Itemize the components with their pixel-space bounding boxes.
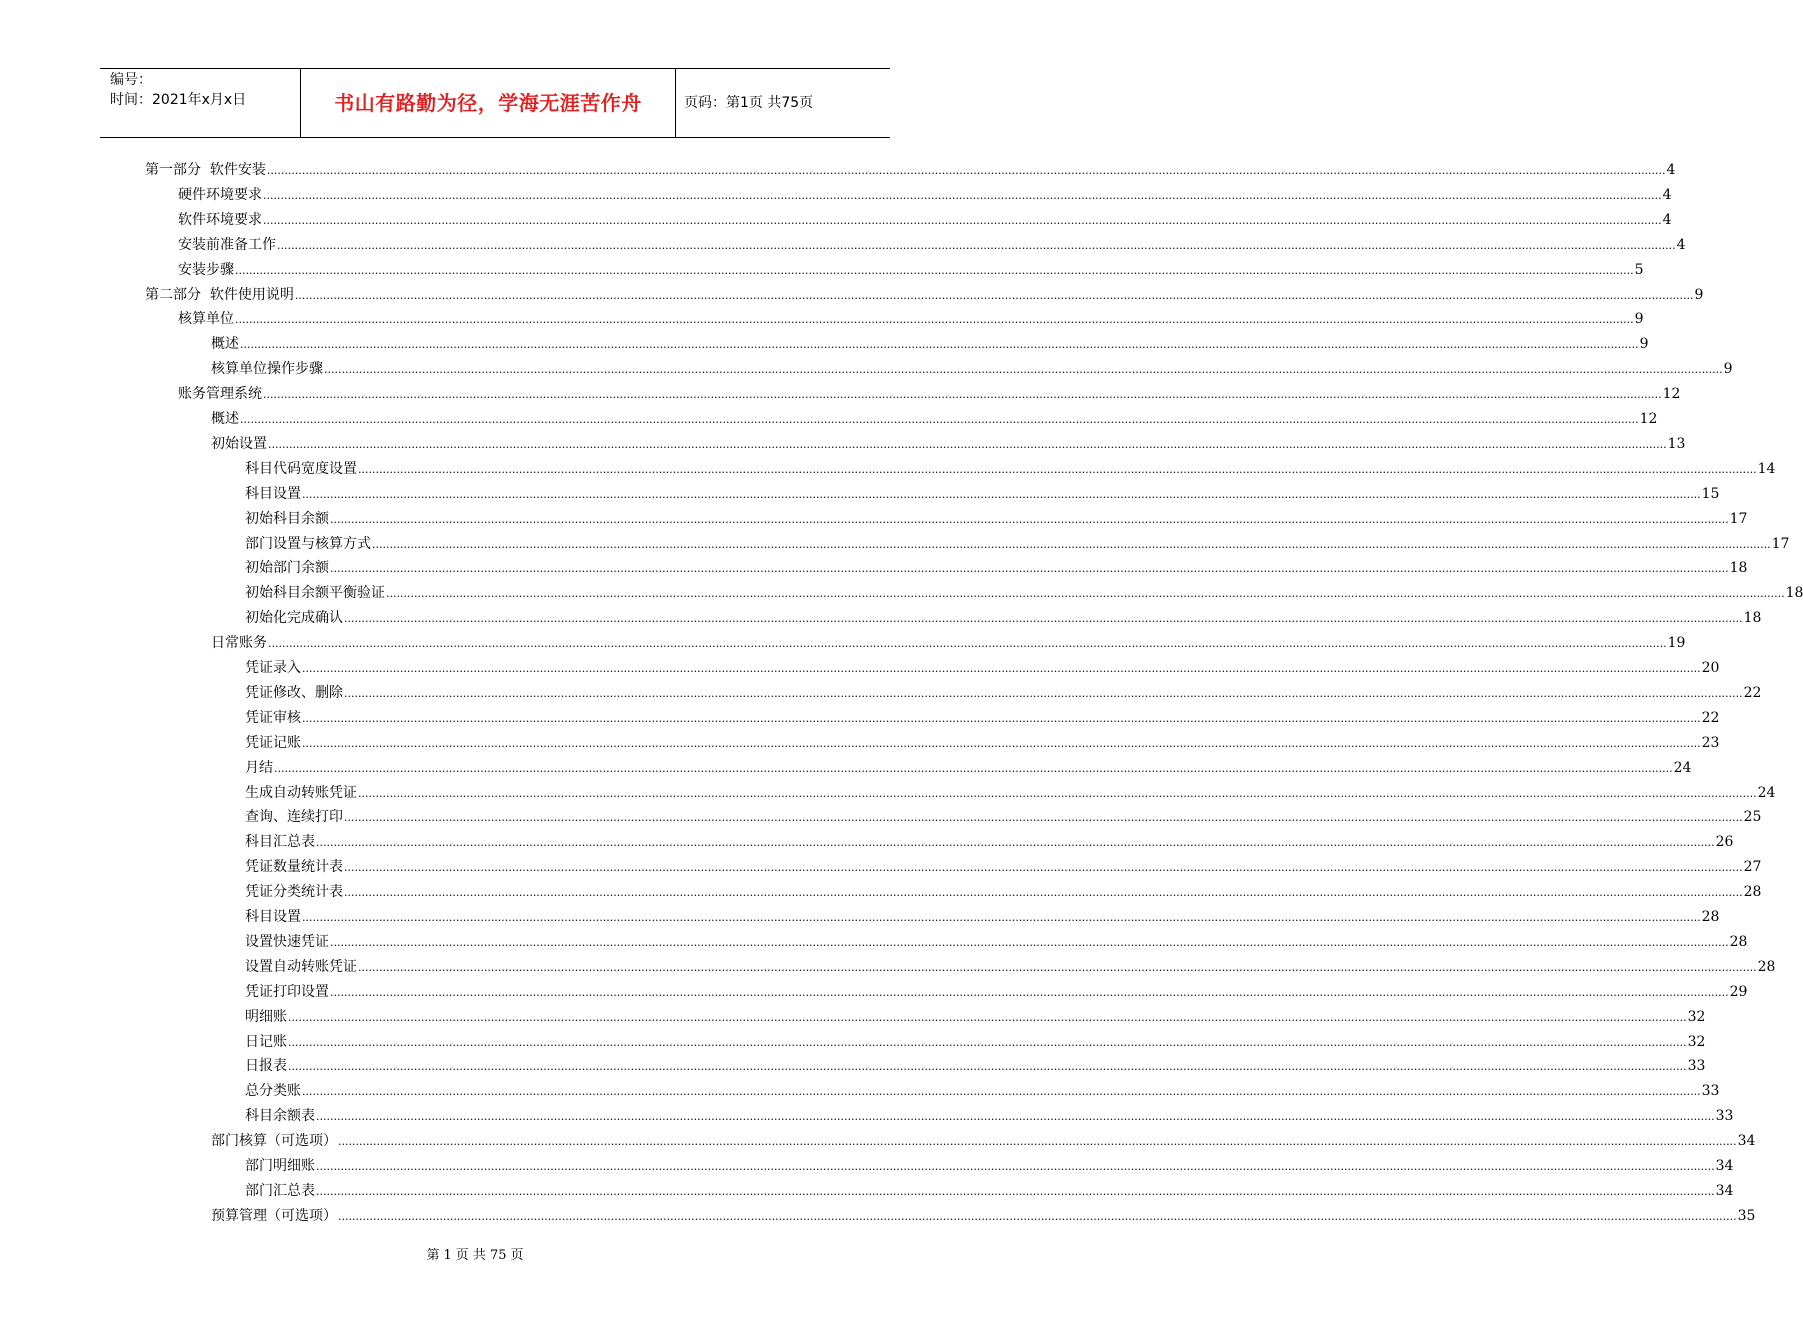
toc-entry[interactable] xyxy=(245,830,1734,854)
toc-entry-page: 18 xyxy=(1785,585,1803,602)
toc-entry-page: 9 xyxy=(1694,286,1704,303)
toc-entry-page: 9 xyxy=(1639,336,1649,353)
toc-entry[interactable] xyxy=(245,1179,1734,1203)
toc-dot-leader: ................................................................................................................................................................................................................................................................................................................................................................................................................ xyxy=(288,1035,1687,1049)
toc-entry-title: 日报表 xyxy=(245,1058,287,1075)
toc-entry[interactable] xyxy=(245,1104,1734,1128)
toc-entry-page: 18 xyxy=(1743,610,1762,627)
toc-entry-title: 凭证修改、删除 xyxy=(245,684,343,701)
page-footer xyxy=(0,1246,950,1266)
toc-entry-page: 23 xyxy=(1701,734,1720,751)
toc-entry-page: 26 xyxy=(1715,834,1734,851)
toc-dot-leader: ................................................................................................................................................................................................................................................................................................................................................................................................................ xyxy=(358,462,1757,476)
toc-entry-title: 初始部门余额 xyxy=(245,560,329,577)
toc-entry-page: 24 xyxy=(1757,784,1776,801)
toc-entry[interactable] xyxy=(245,955,1776,979)
toc-dot-leader: ................................................................................................................................................................................................................................................................................................................................................................................................................ xyxy=(344,861,1743,875)
toc-dot-leader: ................................................................................................................................................................................................................................................................................................................................................................................................................ xyxy=(302,736,1701,750)
toc-entry-title: 月结 xyxy=(245,759,273,776)
toc-entry[interactable] xyxy=(178,382,1681,406)
toc-entry-title: 初始科目余额 xyxy=(245,510,329,527)
toc-entry-page: 17 xyxy=(1771,535,1790,552)
toc-entry[interactable] xyxy=(245,1054,1706,1078)
toc-entry[interactable] xyxy=(245,532,1790,556)
toc-entry-title: 软件环境要求 xyxy=(178,211,262,228)
toc-entry-title: 科目余额表 xyxy=(245,1108,315,1125)
toc-entry[interactable] xyxy=(211,631,1686,655)
toc-entry-page: 34 xyxy=(1715,1182,1734,1199)
footer-total-pages: 75 xyxy=(489,1248,507,1263)
toc-entry[interactable] xyxy=(245,1079,1720,1103)
toc-entry[interactable] xyxy=(245,731,1720,755)
toc-dot-leader: ................................................................................................................................................................................................................................................................................................................................................................................................................ xyxy=(274,761,1673,775)
toc-dot-leader: ................................................................................................................................................................................................................................................................................................................................................................................................................ xyxy=(268,637,1667,651)
toc-entry-page: 20 xyxy=(1701,660,1720,676)
toc-entry-title: 核算单位操作步骤 xyxy=(211,361,323,378)
toc-entry-page: 29 xyxy=(1729,983,1748,1000)
toc-entry-title: 生成自动转账凭证 xyxy=(245,784,357,801)
toc-entry-page: 4 xyxy=(1666,162,1676,178)
toc-dot-leader: ................................................................................................................................................................................................................................................................................................................................................................................................................ xyxy=(302,711,1701,725)
toc-dot-leader: ................................................................................................................................................................................................................................................................................................................................................................................................................ xyxy=(263,388,1662,402)
toc-dot-leader: ................................................................................................................................................................................................................................................................................................................................................................................................................ xyxy=(266,164,1666,177)
toc-dot-leader: ................................................................................................................................................................................................................................................................................................................................................................................................................ xyxy=(316,836,1715,850)
toc-dot-leader: ................................................................................................................................................................................................................................................................................................................................................................................................................ xyxy=(240,338,1639,352)
toc-entry-title: 凭证记账 xyxy=(245,734,301,751)
toc-entry-page: 19 xyxy=(1667,635,1686,652)
toc-entry[interactable] xyxy=(245,880,1762,904)
toc-entry-title: 核算单位 xyxy=(178,311,234,328)
toc-entry[interactable] xyxy=(245,681,1762,705)
toc-entry[interactable] xyxy=(245,855,1762,879)
toc-entry-title: 概述 xyxy=(211,336,239,353)
toc-entry[interactable] xyxy=(178,258,1644,282)
toc-entry[interactable] xyxy=(178,183,1672,207)
toc-entry-title: 科目设置 xyxy=(245,909,301,925)
toc-entry-title: 概述 xyxy=(211,411,239,427)
header-motto: 书山有路勤为径，学海无涯苦作舟 xyxy=(334,91,642,115)
toc-entry[interactable] xyxy=(145,283,1704,307)
toc-entry[interactable] xyxy=(145,158,1676,182)
toc-entry-title: 第一部分 软件安装 xyxy=(145,162,266,178)
toc-entry[interactable] xyxy=(245,1154,1734,1178)
header-meta xyxy=(100,69,301,137)
toc-entry[interactable] xyxy=(211,432,1686,456)
toc-entry-page: 4 xyxy=(1662,211,1672,228)
toc-dot-leader: ................................................................................................................................................................................................................................................................................................................................................................................................................ xyxy=(294,288,1694,302)
toc-dot-leader: ................................................................................................................................................................................................................................................................................................................................................................................................................ xyxy=(330,935,1729,949)
toc-dot-leader: ................................................................................................................................................................................................................................................................................................................................................................................................................ xyxy=(288,1010,1687,1024)
toc-entry-title: 凭证打印设置 xyxy=(245,983,329,1000)
toc-dot-leader: ................................................................................................................................................................................................................................................................................................................................................................................................................ xyxy=(358,786,1757,800)
toc-entry-title: 第二部分 软件使用说明 xyxy=(145,286,294,303)
toc-entry-title: 凭证审核 xyxy=(245,709,301,726)
toc-dot-leader: ................................................................................................................................................................................................................................................................................................................................................................................................................ xyxy=(344,811,1743,825)
toc-entry-page: 24 xyxy=(1673,759,1692,776)
toc-entry[interactable] xyxy=(178,307,1644,331)
toc-entry[interactable] xyxy=(245,556,1748,580)
toc-entry-page: 28 xyxy=(1757,958,1776,975)
toc-dot-leader: ................................................................................................................................................................................................................................................................................................................................................................................................................ xyxy=(277,238,1676,252)
toc-entry-page: 22 xyxy=(1743,684,1762,701)
toc-entry[interactable] xyxy=(211,1129,1756,1153)
toc-entry-title: 初始化完成确认 xyxy=(245,610,343,627)
toc-entry[interactable] xyxy=(245,930,1748,954)
toc-entry[interactable] xyxy=(245,781,1776,805)
toc-dot-leader: ................................................................................................................................................................................................................................................................................................................................................................................................................ xyxy=(302,911,1701,924)
header-motto-cell xyxy=(301,69,676,137)
toc-entry-page: 32 xyxy=(1687,1033,1706,1050)
toc-dot-leader: ................................................................................................................................................................................................................................................................................................................................................................................................................ xyxy=(302,662,1701,675)
toc-entry-title: 部门设置与核算方式 xyxy=(245,535,371,552)
toc-entry-page: 28 xyxy=(1743,884,1762,901)
toc-entry-title: 日常账务 xyxy=(211,635,267,652)
toc-entry-title: 科目设置 xyxy=(245,485,301,502)
footer-middle: 页 共 xyxy=(455,1248,486,1263)
toc-entry[interactable] xyxy=(245,507,1748,531)
toc-entry-title: 设置快速凭证 xyxy=(245,933,329,950)
toc-entry[interactable] xyxy=(211,357,1733,381)
toc-entry-page: 13 xyxy=(1667,435,1686,452)
toc-entry-title: 部门明细账 xyxy=(245,1158,315,1174)
toc-entry-title: 日记账 xyxy=(245,1033,287,1050)
toc-entry-page: 28 xyxy=(1701,909,1720,925)
toc-dot-leader: ................................................................................................................................................................................................................................................................................................................................................................................................................ xyxy=(338,1135,1737,1149)
toc-entry[interactable] xyxy=(245,581,1803,605)
toc-entry-title: 凭证数量统计表 xyxy=(245,859,343,876)
toc-entry[interactable] xyxy=(178,233,1686,257)
toc-entry[interactable] xyxy=(211,1204,1756,1228)
toc-dot-leader: ................................................................................................................................................................................................................................................................................................................................................................................................................ xyxy=(316,1184,1715,1198)
toc-entry[interactable] xyxy=(245,905,1720,929)
toc-entry[interactable] xyxy=(245,1005,1706,1029)
toc-entry-page: 9 xyxy=(1634,311,1644,328)
toc-entry-page: 27 xyxy=(1743,859,1762,876)
toc-dot-leader: ................................................................................................................................................................................................................................................................................................................................................................................................................ xyxy=(240,413,1639,426)
toc-entry-page: 12 xyxy=(1639,411,1658,427)
toc-entry-page: 35 xyxy=(1737,1207,1756,1224)
toc-dot-leader: ................................................................................................................................................................................................................................................................................................................................................................................................................ xyxy=(330,512,1729,526)
toc-entry-page: 9 xyxy=(1723,361,1733,378)
toc-dot-leader: ................................................................................................................................................................................................................................................................................................................................................................................................................ xyxy=(302,1085,1701,1099)
toc-entry-page: 34 xyxy=(1737,1133,1756,1150)
toc-entry-title: 查询、连续打印 xyxy=(245,809,343,826)
toc-entry-title: 科目代码宽度设置 xyxy=(245,460,357,477)
toc-dot-leader: ................................................................................................................................................................................................................................................................................................................................................................................................................ xyxy=(372,537,1771,551)
toc-entry[interactable] xyxy=(211,332,1649,356)
toc-dot-leader: ................................................................................................................................................................................................................................................................................................................................................................................................................ xyxy=(302,487,1701,501)
toc-dot-leader: ................................................................................................................................................................................................................................................................................................................................................................................................................ xyxy=(330,985,1729,999)
document-time-label: 时间：2021年x月x日 xyxy=(110,92,247,108)
footer-prefix: 第 xyxy=(426,1248,440,1263)
toc-entry-title: 明细账 xyxy=(245,1008,287,1025)
toc-entry-page: 5 xyxy=(1634,261,1644,278)
toc-entry-page: 15 xyxy=(1701,485,1720,502)
toc-entry-title: 账务管理系统 xyxy=(178,386,262,403)
toc-dot-leader: ................................................................................................................................................................................................................................................................................................................................................................................................................ xyxy=(344,886,1743,900)
toc-dot-leader: ................................................................................................................................................................................................................................................................................................................................................................................................................ xyxy=(358,960,1757,974)
toc-entry-page: 22 xyxy=(1701,709,1720,726)
toc-entry-page: 33 xyxy=(1701,1083,1720,1100)
toc-entry-title: 部门核算（可选项） xyxy=(211,1133,337,1150)
toc-entry-title: 初始科目余额平衡验证 xyxy=(245,585,385,602)
header-page-cell xyxy=(676,69,890,137)
toc-dot-leader: ................................................................................................................................................................................................................................................................................................................................................................................................................ xyxy=(344,612,1743,626)
toc-entry[interactable] xyxy=(245,706,1720,730)
toc-entry[interactable] xyxy=(245,482,1720,506)
toc-entry[interactable] xyxy=(245,656,1720,680)
toc-entry-title: 预算管理（可选项） xyxy=(211,1207,337,1224)
toc-dot-leader: ................................................................................................................................................................................................................................................................................................................................................................................................................ xyxy=(263,188,1662,202)
toc-dot-leader: ................................................................................................................................................................................................................................................................................................................................................................................................................ xyxy=(268,437,1667,451)
footer-page-number: 1 xyxy=(443,1248,452,1263)
toc-entry[interactable] xyxy=(245,1030,1706,1054)
toc-entry[interactable] xyxy=(178,208,1672,232)
document-number-label: 编号： xyxy=(110,72,152,88)
toc-entry[interactable] xyxy=(245,606,1762,630)
toc-dot-leader: ................................................................................................................................................................................................................................................................................................................................................................................................................ xyxy=(386,587,1785,601)
toc-dot-leader: ................................................................................................................................................................................................................................................................................................................................................................................................................ xyxy=(235,263,1634,277)
toc-dot-leader: ................................................................................................................................................................................................................................................................................................................................................................................................................ xyxy=(235,313,1634,327)
toc-dot-leader: ................................................................................................................................................................................................................................................................................................................................................................................................................ xyxy=(338,1209,1737,1223)
toc-entry-title: 安装前准备工作 xyxy=(178,236,276,253)
toc-entry-page: 33 xyxy=(1715,1108,1734,1125)
toc-entry-page: 33 xyxy=(1687,1058,1706,1075)
page-header xyxy=(100,68,890,138)
toc-dot-leader: ................................................................................................................................................................................................................................................................................................................................................................................................................ xyxy=(330,562,1729,576)
toc-entry-title: 凭证录入 xyxy=(245,660,301,676)
toc-entry-title: 部门汇总表 xyxy=(245,1182,315,1199)
toc-entry-page: 12 xyxy=(1662,386,1681,403)
toc-dot-leader: ................................................................................................................................................................................................................................................................................................................................................................................................................ xyxy=(344,686,1743,700)
toc-entry[interactable] xyxy=(245,980,1748,1004)
toc-entry-page: 4 xyxy=(1676,236,1686,253)
header-page-info: 页码：第1页 共75页 xyxy=(684,95,814,111)
toc-entry-title: 总分类账 xyxy=(245,1083,301,1100)
toc-entry[interactable] xyxy=(245,805,1762,829)
toc-entry-title: 设置自动转账凭证 xyxy=(245,958,357,975)
toc-entry-page: 17 xyxy=(1729,510,1748,527)
toc-entry-page: 34 xyxy=(1715,1158,1734,1174)
toc-dot-leader: ................................................................................................................................................................................................................................................................................................................................................................................................................ xyxy=(324,363,1723,377)
toc-entry-title: 科目汇总表 xyxy=(245,834,315,851)
toc-entry-page: 14 xyxy=(1757,460,1776,477)
toc-entry-title: 初始设置 xyxy=(211,435,267,452)
toc-entry[interactable] xyxy=(245,756,1692,780)
toc-dot-leader: ................................................................................................................................................................................................................................................................................................................................................................................................................ xyxy=(288,1060,1687,1074)
toc-entry[interactable] xyxy=(211,407,1658,431)
footer-suffix: 页 xyxy=(510,1248,524,1263)
toc-dot-leader: ................................................................................................................................................................................................................................................................................................................................................................................................................ xyxy=(316,1160,1715,1173)
toc-dot-leader: ................................................................................................................................................................................................................................................................................................................................................................................................................ xyxy=(263,213,1662,227)
toc-dot-leader: ................................................................................................................................................................................................................................................................................................................................................................................................................ xyxy=(316,1110,1715,1124)
toc-entry-page: 18 xyxy=(1729,560,1748,577)
toc-entry-title: 凭证分类统计表 xyxy=(245,884,343,901)
toc-entry[interactable] xyxy=(245,457,1776,481)
toc-entry-page: 4 xyxy=(1662,186,1672,203)
toc-entry-title: 安装步骤 xyxy=(178,261,234,278)
toc-entry-page: 32 xyxy=(1687,1008,1706,1025)
toc-entry-page: 25 xyxy=(1743,809,1762,826)
toc-entry-title: 硬件环境要求 xyxy=(178,186,262,203)
toc-entry-page: 28 xyxy=(1729,933,1748,950)
